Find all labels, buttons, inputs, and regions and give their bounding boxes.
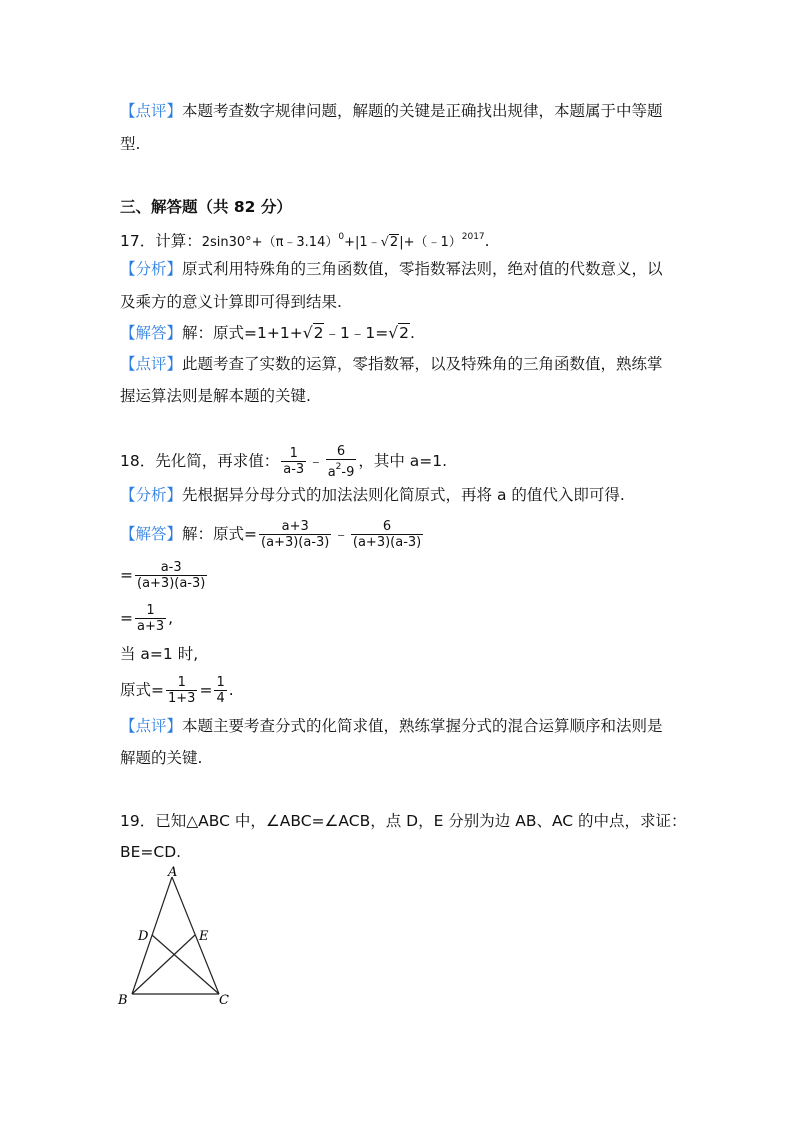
q17-prefix: 17．计算： (120, 232, 202, 250)
q18-comment-1: 本题主要考查分式的化简求值，熟练掌握分式的混合运算顺序和法则是 (182, 717, 663, 735)
q17-answer-radicand-2: 2 (399, 324, 409, 342)
q18-f1-den: a-3 (283, 462, 305, 477)
q18-step3-suffix: , (168, 609, 174, 627)
q18-f2-den-b: -9 (341, 464, 355, 480)
q17-term1: 2sin30°+（π﹣3.14） (201, 235, 339, 250)
q18-prefix: 18．先化简，再求值： (120, 452, 280, 470)
q17-term3: |+（﹣1） (399, 235, 462, 250)
q17-term2: +|1﹣ (344, 235, 381, 250)
q17-answer-sqrt2: √2 (388, 324, 409, 342)
q17-radicand: 2 (389, 235, 399, 250)
q18-answer-minus: ﹣ (333, 525, 349, 543)
q18-step5-suffix: . (228, 681, 234, 699)
q18-step2-fraction (135, 560, 207, 591)
q18-answer-prefix: 解：原式= (182, 525, 258, 543)
q17-analysis-2: 及乘方的意义计算即可得到结果. (120, 293, 342, 311)
side-ac (172, 877, 219, 994)
q17-analysis-cont (120, 292, 342, 312)
q18-s4-num: 1 (166, 675, 197, 691)
label-a: A (168, 865, 178, 880)
q17-answer-sqrt1: √2 (302, 324, 324, 342)
q18-f2-den (326, 460, 357, 480)
q18-minus: ﹣ (308, 452, 324, 470)
q18-analysis (120, 485, 625, 505)
q17-answer (120, 323, 415, 343)
q17-answer-radicand-1: 2 (313, 324, 324, 342)
question-19-cont: BE=CD. (120, 843, 182, 861)
q18-s5-num: 1 (216, 675, 225, 690)
q18-analysis-tag: 【分析】 (120, 486, 183, 504)
q18-step2-eq: = (120, 566, 133, 584)
comment-16 (120, 101, 663, 121)
q18-answer-tag: 【解答】 (120, 525, 183, 543)
q18-answer-fraction-1 (259, 519, 331, 550)
q18-step3-fraction (135, 603, 166, 634)
q18-analysis-text: 先根据异分母分式的加法法则化简原式，再将 a 的值代入即可得. (182, 486, 625, 504)
q18-f2-den-a: a (327, 464, 336, 480)
q18-s3-den: a+3 (137, 619, 165, 634)
q18-a1-den: (a+3)(a-3) (261, 535, 330, 550)
q18-f2-den-exp: 2 (335, 461, 342, 472)
q17-answer-b: ﹣1﹣1= (324, 324, 389, 342)
q18-comment (120, 716, 663, 736)
comment-text-1: 本题考查数字规律问题，解题的关键是正确找出规律，本题属于中等题 (182, 102, 663, 120)
q17-analysis-1: 原式利用特殊角的三角函数值，零指数幂法则，绝对值的代数意义，以 (182, 260, 663, 278)
comment-text-2: 型. (120, 135, 141, 153)
question-19: 19．已知△ABC 中，∠ABC=∠ACB，点 D，E 分别为边 AB、AC 的中点，求证： (120, 812, 687, 830)
q18-step-4 (120, 670, 234, 710)
label-b: B (118, 993, 128, 1008)
q18-f1-num: 1 (281, 446, 306, 462)
comment-tag: 【点评】 (120, 102, 183, 120)
q18-s2-den: (a+3)(a-3) (137, 576, 206, 591)
q18-s4-den: 1+3 (168, 691, 196, 706)
q18-s3-num: 1 (135, 603, 166, 619)
q17-comment-cont (120, 386, 311, 406)
q17-analysis-tag: 【分析】 (120, 260, 183, 278)
q18-step4-fraction (166, 675, 197, 706)
question-17 (120, 227, 490, 253)
q17-analysis (120, 259, 663, 279)
q18-step3-eq: = (120, 609, 133, 627)
q18-comment-2: 解题的关键. (120, 749, 203, 767)
q18-a1-num: a+3 (259, 519, 331, 535)
q17-comment-1: 此题考查了实数的运算，零指数幂，以及特殊角的三角函数值，熟练掌 (182, 355, 663, 373)
q17-answer-c: . (409, 324, 415, 342)
q18-s5-den: 4 (216, 691, 225, 706)
q18-answer-fraction-2 (351, 519, 423, 550)
q18-step5-fraction (214, 675, 226, 706)
q17-comment-2: 握运算法则是解本题的关键. (120, 387, 311, 405)
label-e: E (199, 929, 209, 944)
label-c: C (219, 993, 229, 1008)
q18-s2-num: a-3 (135, 560, 207, 576)
q18-answer (120, 514, 425, 554)
q17-answer-a: 解：原式=1+1+ (182, 324, 303, 342)
q17-comment-tag: 【点评】 (120, 355, 183, 373)
q18-comment-cont (120, 748, 202, 768)
q18-comment-tag: 【点评】 (120, 717, 183, 735)
q17-exp0: 0 (338, 232, 345, 242)
q17-sqrt: √2 (380, 235, 399, 250)
label-d: D (138, 929, 149, 944)
q18-f2-num: 6 (326, 444, 357, 460)
comment-16-cont (120, 134, 140, 154)
question-18 (120, 440, 447, 482)
section-title: 三、解答题（共 82 分） (120, 198, 292, 216)
q18-fraction-2 (326, 444, 357, 480)
q18-orig: 原式= (120, 681, 164, 699)
q18-a2-num: 6 (351, 519, 423, 535)
triangle-figure (115, 862, 240, 1010)
q18-suffix: ，其中 a=1. (358, 452, 448, 470)
q17-comment (120, 354, 663, 374)
q18-step-2 (120, 555, 209, 595)
q18-fraction-1 (281, 446, 306, 477)
q18-step4-eq: = (199, 681, 213, 699)
q18-when: 当 a=1 时, (120, 645, 199, 663)
q18-step-3 (120, 598, 173, 638)
q17-answer-tag: 【解答】 (120, 324, 183, 342)
q17-end: . (484, 232, 490, 250)
q17-exp2017: 2017 (461, 232, 485, 242)
q18-a2-den: (a+3)(a-3) (352, 535, 422, 550)
